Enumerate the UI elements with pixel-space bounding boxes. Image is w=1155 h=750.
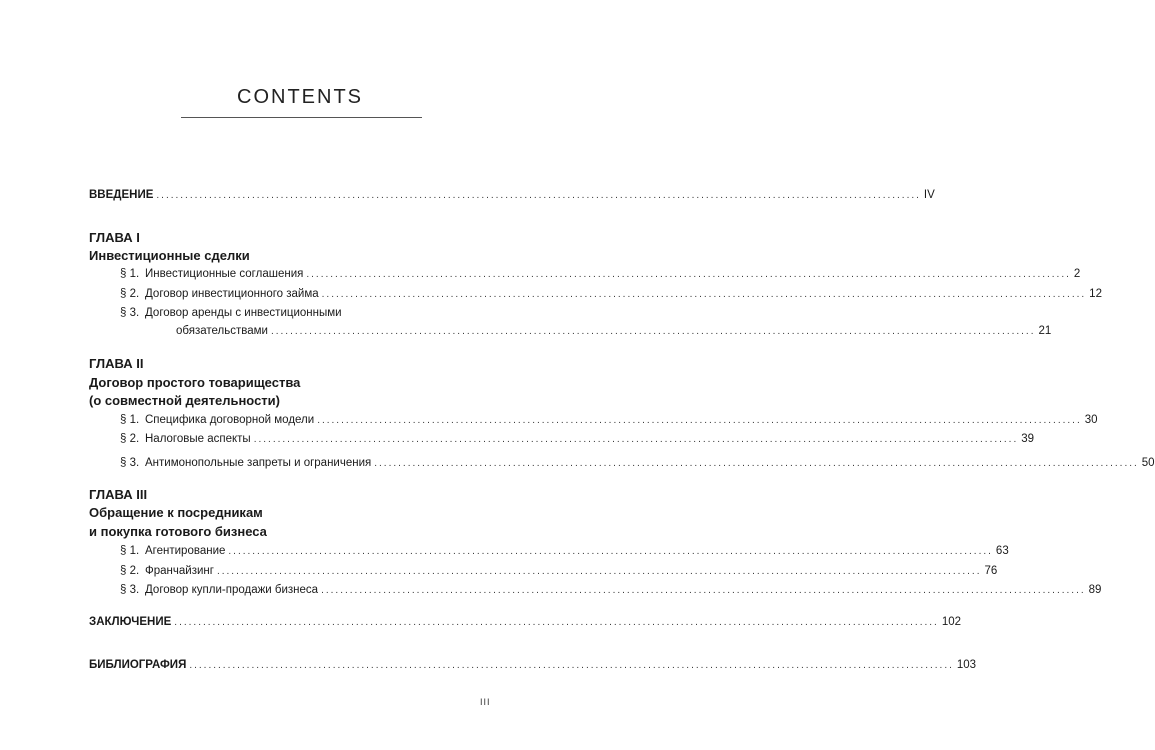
leader-dots: ................................................................................................................................................................ <box>253 434 1019 445</box>
toc-entry-2-3[interactable] <box>120 456 1155 471</box>
leader-dots: ................................................................................................................................................................ <box>321 289 1087 300</box>
toc-entry-3-3[interactable] <box>120 583 1102 598</box>
page-number: III <box>480 697 491 707</box>
toc-entry-label: Договор купли-продажи бизнеса <box>145 584 319 596</box>
chapter-3-title-line-2: и покупка готового бизнеса <box>89 524 267 539</box>
chapter-2-title-line-2: (о совместной деятельности) <box>89 393 280 408</box>
section-number: § 1. <box>120 414 140 426</box>
toc-entry-label-continued: обязательствами <box>176 325 268 337</box>
section-number: § 2. <box>120 565 140 577</box>
toc-entry-label: ВВЕДЕНИЕ <box>89 189 154 201</box>
toc-entry-page: 76 <box>984 565 998 577</box>
toc-entry-label: ЗАКЛЮЧЕНИЕ <box>89 616 172 628</box>
toc-entry-3-1[interactable] <box>120 544 1009 559</box>
section-number: § 1. <box>120 268 140 280</box>
toc-entry-label: Налоговые аспекты <box>145 433 251 445</box>
section-number: § 2. <box>120 288 140 300</box>
toc-entry-1-3[interactable] <box>120 306 496 320</box>
leader-dots: ................................................................................................................................................................ <box>174 617 939 628</box>
section-number: § 3. <box>120 307 140 319</box>
leader-dots: ................................................................................................................................................................ <box>228 546 993 557</box>
toc-entry-conclusion[interactable] <box>89 615 962 630</box>
leader-dots: ................................................................................................................................................................ <box>270 326 1036 337</box>
toc-entry-label: Антимонопольные запреты и ограничения <box>145 457 372 469</box>
leader-dots: ................................................................................................................................................................ <box>306 269 1071 280</box>
toc-entry-label: Специфика договорной модели <box>145 414 315 426</box>
title-divider <box>181 117 422 118</box>
leader-dots: ................................................................................................................................................................ <box>156 190 921 201</box>
toc-entry-1-2[interactable] <box>120 287 1102 302</box>
toc-entry-2-2[interactable] <box>120 432 1035 447</box>
leader-dots: ................................................................................................................................................................ <box>374 458 1139 469</box>
chapter-2-heading: ГЛАВА II <box>89 356 144 371</box>
toc-entry-bibliography[interactable] <box>89 658 977 673</box>
toc-entry-label: БИБЛИОГРАФИЯ <box>89 659 187 671</box>
toc-entry-label: Франчайзинг <box>145 565 214 577</box>
toc-entry-page: 12 <box>1089 288 1102 300</box>
chapter-3-heading: ГЛАВА III <box>89 487 148 502</box>
leader-dots: ................................................................................................................................................................ <box>321 585 1086 596</box>
chapter-2-title-line-1: Договор простого товарищества <box>89 375 301 390</box>
toc-entry-label: Агентирование <box>145 545 226 557</box>
toc-entry-intro[interactable] <box>89 188 935 203</box>
toc-entry-page: 89 <box>1088 584 1102 596</box>
section-number: § 1. <box>120 545 140 557</box>
toc-entry-page: 50 <box>1141 457 1155 469</box>
chapter-3-title-line-1: Обращение к посредникам <box>89 505 263 520</box>
section-number: § 3. <box>120 584 140 596</box>
page-title: CONTENTS <box>237 86 363 108</box>
toc-entry-2-1[interactable] <box>120 413 1098 428</box>
leader-dots: ................................................................................................................................................................ <box>189 660 954 671</box>
toc-entry-page: 103 <box>956 659 977 671</box>
toc-entry-page: IV <box>923 189 935 201</box>
toc-entry-page: 102 <box>941 616 962 628</box>
toc-entry-1-3-continued[interactable] <box>176 324 1052 339</box>
toc-entry-page: 30 <box>1084 414 1098 426</box>
toc-entry-1-1[interactable] <box>120 267 1081 282</box>
toc-entry-page: 2 <box>1073 268 1081 280</box>
toc-entry-label: Инвестиционные соглашения <box>145 268 304 280</box>
toc-entry-page: 63 <box>995 545 1009 557</box>
section-number: § 2. <box>120 433 140 445</box>
toc-entry-page: 39 <box>1021 433 1035 445</box>
leader-dots: ................................................................................................................................................................ <box>216 566 982 577</box>
toc-entry-page: 21 <box>1038 325 1052 337</box>
section-number: § 3. <box>120 457 140 469</box>
toc-entry-3-2[interactable] <box>120 564 998 579</box>
chapter-1-title: Инвестиционные сделки <box>89 248 250 263</box>
chapter-1-heading: ГЛАВА I <box>89 230 140 245</box>
toc-entry-label: Договор аренды с инвестиционными <box>145 307 342 319</box>
leader-dots: ................................................................................................................................................................ <box>317 415 1082 426</box>
toc-entry-label: Договор инвестиционного займа <box>145 288 319 300</box>
